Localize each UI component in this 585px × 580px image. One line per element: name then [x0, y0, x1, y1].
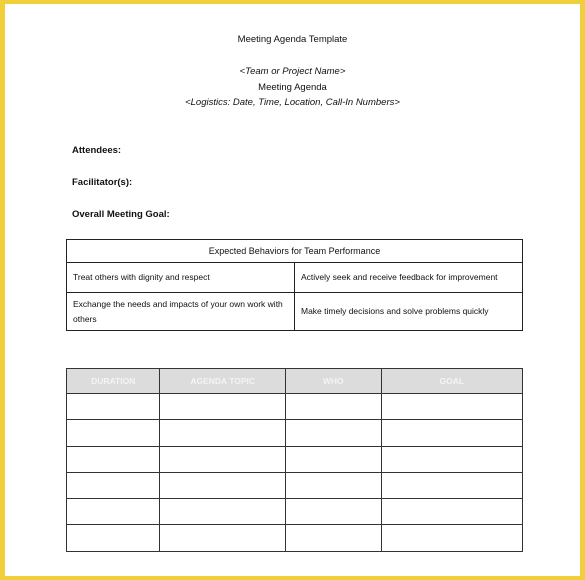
table-cell[interactable] [285, 394, 381, 420]
table-cell[interactable] [160, 446, 285, 472]
table-cell[interactable] [67, 394, 160, 420]
behavior-cell: Actively seek and receive feedback for improvement [295, 263, 523, 293]
attendees-label: Attendees: [72, 145, 122, 156]
table-cell[interactable] [67, 446, 160, 472]
table-cell[interactable] [160, 472, 285, 498]
table-cell[interactable] [285, 420, 381, 446]
facilitator-label: Facilitator(s): [72, 177, 133, 188]
table-cell[interactable] [67, 525, 160, 551]
behavior-cell: Exchange the needs and impacts of your own work with others [67, 293, 295, 331]
column-header-who: WHO [285, 369, 381, 394]
table-row [67, 420, 523, 446]
agenda-items-table [66, 368, 523, 552]
table-row [67, 394, 523, 420]
document-title: Meeting Agenda Template [237, 34, 348, 45]
meeting-goal-label: Overall Meeting Goal: [72, 209, 170, 220]
table-cell[interactable] [160, 420, 285, 446]
team-name: <Team or Project Name> [239, 66, 346, 77]
table-cell[interactable] [285, 499, 381, 525]
table-cell[interactable] [160, 394, 285, 420]
table-cell[interactable] [285, 446, 381, 472]
table-cell[interactable] [381, 446, 522, 472]
table-cell[interactable] [67, 499, 160, 525]
table-cell[interactable] [67, 420, 160, 446]
table-row [67, 525, 523, 551]
table-cell[interactable] [381, 499, 522, 525]
table-cell[interactable] [381, 420, 522, 446]
table-cell[interactable] [381, 394, 522, 420]
logistics-line: <Logistics: Date, Time, Location, Call-In Numbers> [185, 97, 400, 108]
table-cell[interactable] [160, 525, 285, 551]
table-row [67, 499, 523, 525]
behaviors-header: Expected Behaviors for Team Performance [67, 240, 523, 263]
document-page [5, 4, 580, 576]
table-cell[interactable] [160, 499, 285, 525]
table-row [67, 472, 523, 498]
table-cell[interactable] [67, 472, 160, 498]
behavior-cell: Make timely decisions and solve problems quickly [295, 293, 523, 331]
table-cell[interactable] [381, 525, 522, 551]
table-row [67, 446, 523, 472]
table-cell[interactable] [285, 525, 381, 551]
behaviors-table [66, 239, 523, 331]
column-header-goal: GOAL [381, 369, 522, 394]
table-cell[interactable] [381, 472, 522, 498]
table-cell[interactable] [285, 472, 381, 498]
behavior-cell: Treat others with dignity and respect [67, 263, 295, 293]
column-header-duration: DURATION [67, 369, 160, 394]
agenda-heading: Meeting Agenda [258, 82, 327, 93]
column-header-agenda-topic: AGENDA TOPIC [160, 369, 285, 394]
